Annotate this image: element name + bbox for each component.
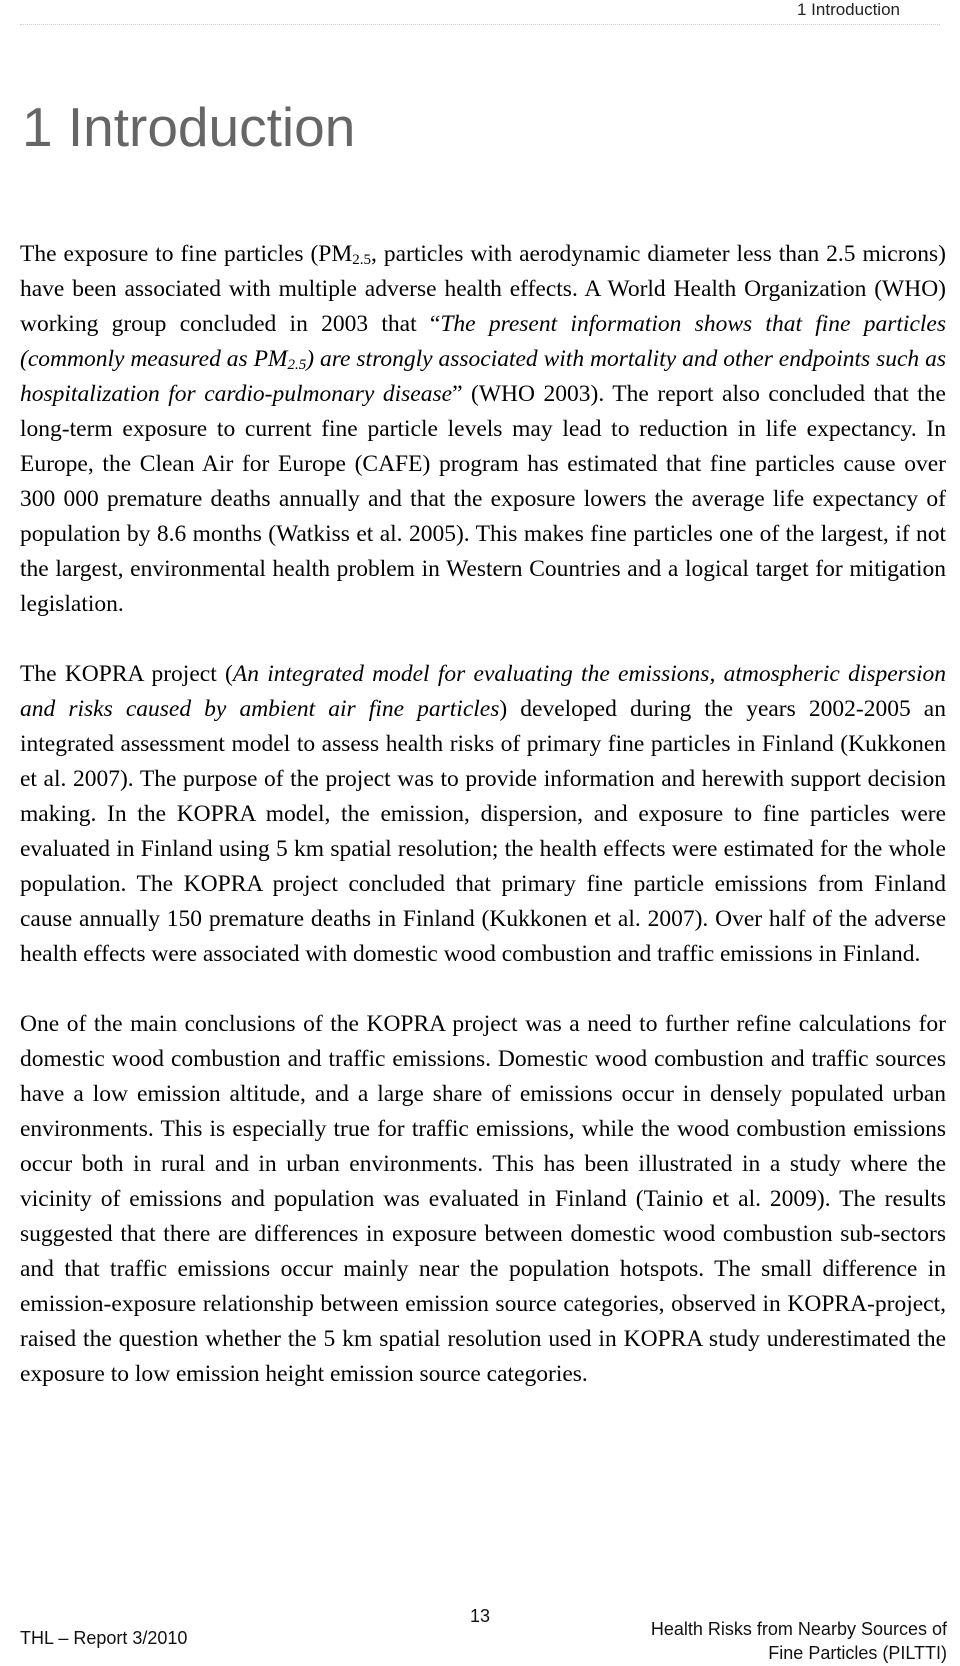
footer-report-id: THL – Report 3/2010: [20, 1628, 188, 1648]
p1-quote-1: The present information shows that fine particles (commonly measured as PM: [20, 311, 946, 372]
p1-quote-subscript: 2.5: [287, 357, 307, 373]
footer-title-line-1: Health Risks from Nearby Sources of: [650, 1619, 947, 1639]
p1-quote-2: ) are strongly associated with mortality and other endpoints such as hospitalization for cardio-pulmonary disease: [20, 346, 946, 407]
p1-text-2: , particles with aerodynamic diameter less than 2.5 microns) have been associated with multiple adverse health effects. A World Health Organization (WHO) working group concluded in 2003 that “: [20, 241, 946, 337]
p2-text-2: ) developed during the years 2002-2005 an integrated assessment model to assess health risks of primary fine particles in Finland (Kukkonen et al. 2007). The purpose of the project was to provide information and herewith support decision making. In the KOPRA model, the emission, dispersion, and exposure to fine particles were evaluated in Finland using 5 km spatial resolution; the health effects were estimated for the whole population. The KOPRA project concluded that primary fine particle emissions from Finland cause annually 150 premature deaths in Finland (Kukkonen et al. 2007). Over half of the adverse health effects were associated with domestic wood combustion and traffic emissions in Finland.: [20, 696, 946, 967]
body-text: [20, 237, 946, 1427]
paragraph-1: [20, 237, 946, 622]
p1-text-3: ” (WHO 2003). The report also concluded that the long-term exposure to current fine particle levels may lead to reduction in life expectancy. In Europe, the Clean Air for Europe (CAFE) program has estimated that fine particles cause over 300 000 premature deaths annually and that the exposure lowers the average life expectancy of population by 8.6 months (Watkiss et al. 2005). This makes fine particles one of the largest, if not the largest, environmental health problem in Western Countries and a logical target for mitigation legislation.: [20, 381, 946, 617]
running-header-title: 1 Introduction: [796, 0, 900, 19]
chapter-title: 1 Introduction: [22, 96, 356, 158]
paragraph-2: [20, 657, 946, 972]
p2-text-1: The KOPRA project (: [20, 661, 233, 687]
paragraph-3: One of the main conclusions of the KOPRA project was a need to further refine calculations for domestic wood combustion and traffic emissions. Domestic wood combustion and traffic sources have a low emission altitude, and a large share of emissions occur in densely populated urban environments. This is especially true for traffic emissions, while the wood combustion emissions occur both in rural and in urban environments. This has been illustrated in a study where the vicinity of emissions and population was evaluated in Finland (Tainio et al. 2009). The results suggested that there are differences in exposure between domestic wood combustion sub-sectors and that traffic emissions occur mainly near the population hotspots. The small difference in emission-exposure relationship between emission source categories, observed in KOPRA-project, raised the question whether the 5 km spatial resolution used in KOPRA study underestimated the exposure to low emission height emission source categories.: [20, 1011, 946, 1387]
footer-title-line-2: Fine Particles (PILTTI): [768, 1643, 947, 1663]
p2-project-title: An integrated model for evaluating the emissions, atmospheric dispersion and risks caused by ambient air fine particles: [20, 661, 946, 722]
header-divider: [20, 24, 940, 25]
p1-subscript-1: 2.5: [352, 252, 372, 268]
running-header: [0, 0, 960, 26]
page-number: 13: [470, 1606, 491, 1626]
p1-text-1: The exposure to fine particles (PM: [20, 241, 353, 267]
footer-report-title: [651, 1617, 947, 1665]
